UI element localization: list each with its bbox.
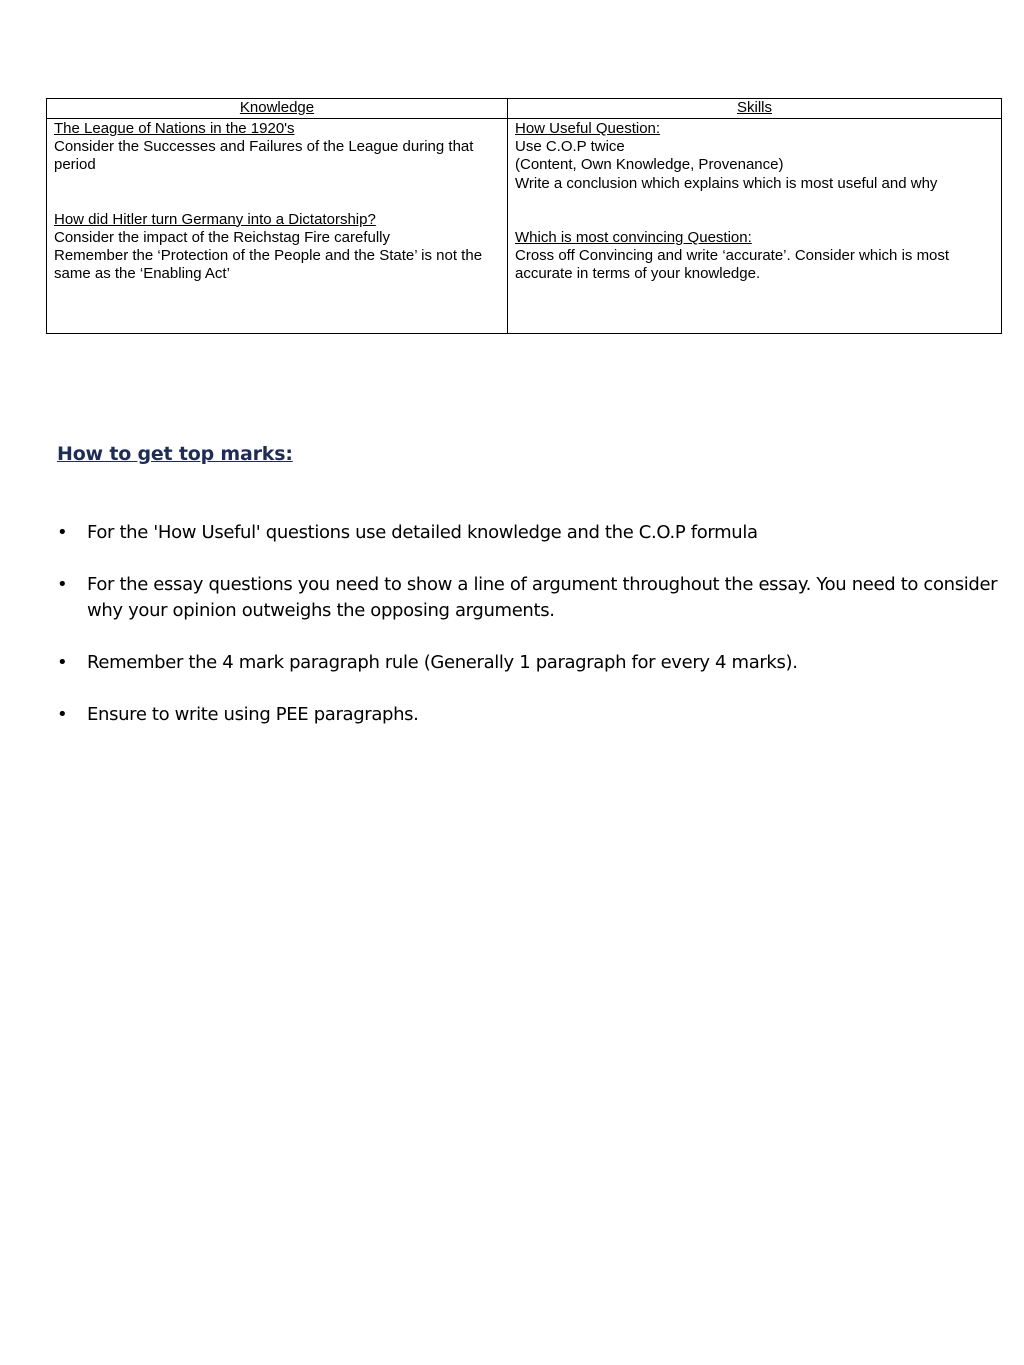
skills-topic-line: Write a conclusion which explains which is most useful and why xyxy=(515,174,938,192)
list-item xyxy=(57,650,1007,676)
tip-text: Ensure to write using PEE paragraphs. xyxy=(87,704,419,725)
knowledge-topic-league xyxy=(54,120,500,175)
knowledge-header: Knowledge xyxy=(47,99,508,119)
revision-table xyxy=(46,98,1002,334)
tips-heading: How to get top marks: xyxy=(57,443,293,465)
table-header-row xyxy=(47,99,1002,119)
tip-text: For the essay questions you need to show a line of argument throughout the essay. You need to consider why your opinion outweighs the opposing arguments. xyxy=(87,574,998,621)
list-item xyxy=(57,702,1007,728)
tips-list xyxy=(57,520,1007,754)
knowledge-topic-hitler xyxy=(54,211,500,284)
bullet-icon: • xyxy=(57,704,68,725)
tip-text: For the 'How Useful' questions use detailed knowledge and the C.O.P formula xyxy=(87,522,758,543)
bullet-icon: • xyxy=(57,652,68,673)
table-row xyxy=(47,119,1002,334)
list-item xyxy=(57,572,1007,624)
skills-topic-title: How Useful Question: xyxy=(515,120,661,137)
skills-topic-line: Cross off Convincing and write ‘accurate’. Consider which is most accurate in terms of your knowledge. xyxy=(515,247,950,283)
skills-topic-most-convincing xyxy=(515,229,994,284)
skills-header: Skills xyxy=(508,99,1002,119)
knowledge-cell xyxy=(47,119,508,334)
skills-cell xyxy=(508,119,1002,334)
skills-topic-how-useful xyxy=(515,120,994,193)
bullet-icon: • xyxy=(57,574,68,595)
knowledge-topic-line: Consider the Successes and Failures of the League during that period xyxy=(54,138,474,174)
knowledge-topic-line: Consider the impact of the Reichstag Fire carefully xyxy=(54,228,390,246)
list-item xyxy=(57,520,1007,546)
skills-topic-line: Use C.O.P twice xyxy=(515,138,625,156)
skills-topic-line: (Content, Own Knowledge, Provenance) xyxy=(515,156,784,174)
knowledge-topic-line: Remember the ‘Protection of the People and the State’ is not the same as the ‘Enabling Act’ xyxy=(54,247,483,283)
tip-text: Remember the 4 mark paragraph rule (Generally 1 paragraph for every 4 marks). xyxy=(87,652,798,673)
skills-topic-title: Which is most convincing Question: xyxy=(515,228,752,246)
knowledge-topic-title: The League of Nations in the 1920's xyxy=(54,120,295,137)
knowledge-topic-title: How did Hitler turn Germany into a Dictatorship? xyxy=(54,210,376,228)
bullet-icon: • xyxy=(57,522,68,543)
